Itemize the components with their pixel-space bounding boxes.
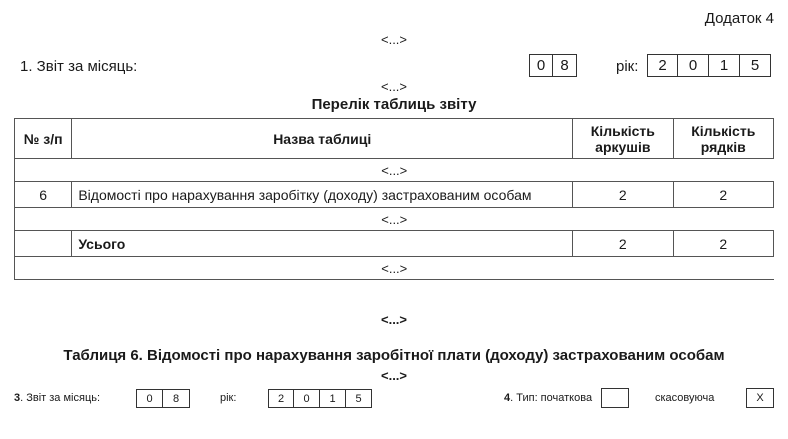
footer-year-boxes xyxy=(268,389,372,408)
ellipsis-cell: <...> xyxy=(15,208,774,231)
total-rows: 2 xyxy=(673,231,773,257)
year-digit: 0 xyxy=(678,54,709,77)
row-rows: 2 xyxy=(673,182,773,208)
ellipsis-row xyxy=(15,159,774,182)
year-digit: 1 xyxy=(709,54,740,77)
month-digit: 8 xyxy=(553,54,577,77)
list-title: Перелік таблиць звіту xyxy=(311,96,477,113)
header-num: № з/п xyxy=(15,119,72,159)
footer-month-digit: 8 xyxy=(163,389,190,408)
header-sheets: Кількість аркушів xyxy=(573,119,673,159)
footer-type-label xyxy=(504,392,592,404)
type-initial-box[interactable] xyxy=(601,388,629,408)
month-digit: 0 xyxy=(529,54,553,77)
footer-year-digit: 5 xyxy=(346,389,372,408)
row-sheets: 2 xyxy=(573,182,673,208)
row-name: Відомості про нарахування заробітку (доходу) застрахованим особам xyxy=(72,182,573,208)
footer-month-boxes xyxy=(136,389,190,408)
footer-type-number: 4 xyxy=(504,392,511,404)
ellipsis-1: <...> xyxy=(380,32,408,47)
footer-year-digit: 1 xyxy=(320,389,346,408)
report-tables-list xyxy=(14,118,774,280)
total-sheets: 2 xyxy=(573,231,673,257)
ellipsis-cell: <...> xyxy=(15,159,774,182)
footer-month-number: 3 xyxy=(14,392,21,404)
ellipsis-3: <...> xyxy=(380,312,408,327)
table6-title: Таблиця 6. Відомості про нарахування заробітної плати (доходу) застрахованим особам xyxy=(63,347,725,364)
year-digit: 5 xyxy=(740,54,771,77)
footer-year-digit: 0 xyxy=(294,389,320,408)
year-digit: 2 xyxy=(647,54,678,77)
type-cancel-box[interactable]: X xyxy=(746,388,774,408)
header-name: Назва таблиці xyxy=(72,119,573,159)
footer-type-text: . Тип: початкова xyxy=(510,392,593,404)
year-label: рік: xyxy=(616,58,639,75)
total-name: Усього xyxy=(72,231,573,257)
row-num: 6 xyxy=(15,182,72,208)
ellipsis-row xyxy=(15,208,774,231)
report-month-label: 1. Звіт за місяць: xyxy=(20,58,138,75)
table-header-row xyxy=(15,119,774,159)
ellipsis-row xyxy=(15,257,774,280)
total-row xyxy=(15,231,774,257)
appendix-label: Додаток 4 xyxy=(704,10,774,27)
ellipsis-cell: <...> xyxy=(15,257,774,280)
ellipsis-4: <...> xyxy=(380,368,408,383)
header-rows: Кількість рядків xyxy=(673,119,773,159)
total-num xyxy=(15,231,72,257)
cancel-label: скасовуюча xyxy=(655,392,715,404)
ellipsis-2: <...> xyxy=(380,79,408,94)
footer-month-text: . Звіт за місяць: xyxy=(20,392,101,404)
footer-year-digit: 2 xyxy=(268,389,294,408)
table-row xyxy=(15,182,774,208)
footer-year-label: рік: xyxy=(220,392,237,404)
footer-month-label xyxy=(14,392,100,404)
year-boxes xyxy=(647,54,771,77)
month-boxes xyxy=(529,54,577,77)
footer-month-digit: 0 xyxy=(136,389,163,408)
